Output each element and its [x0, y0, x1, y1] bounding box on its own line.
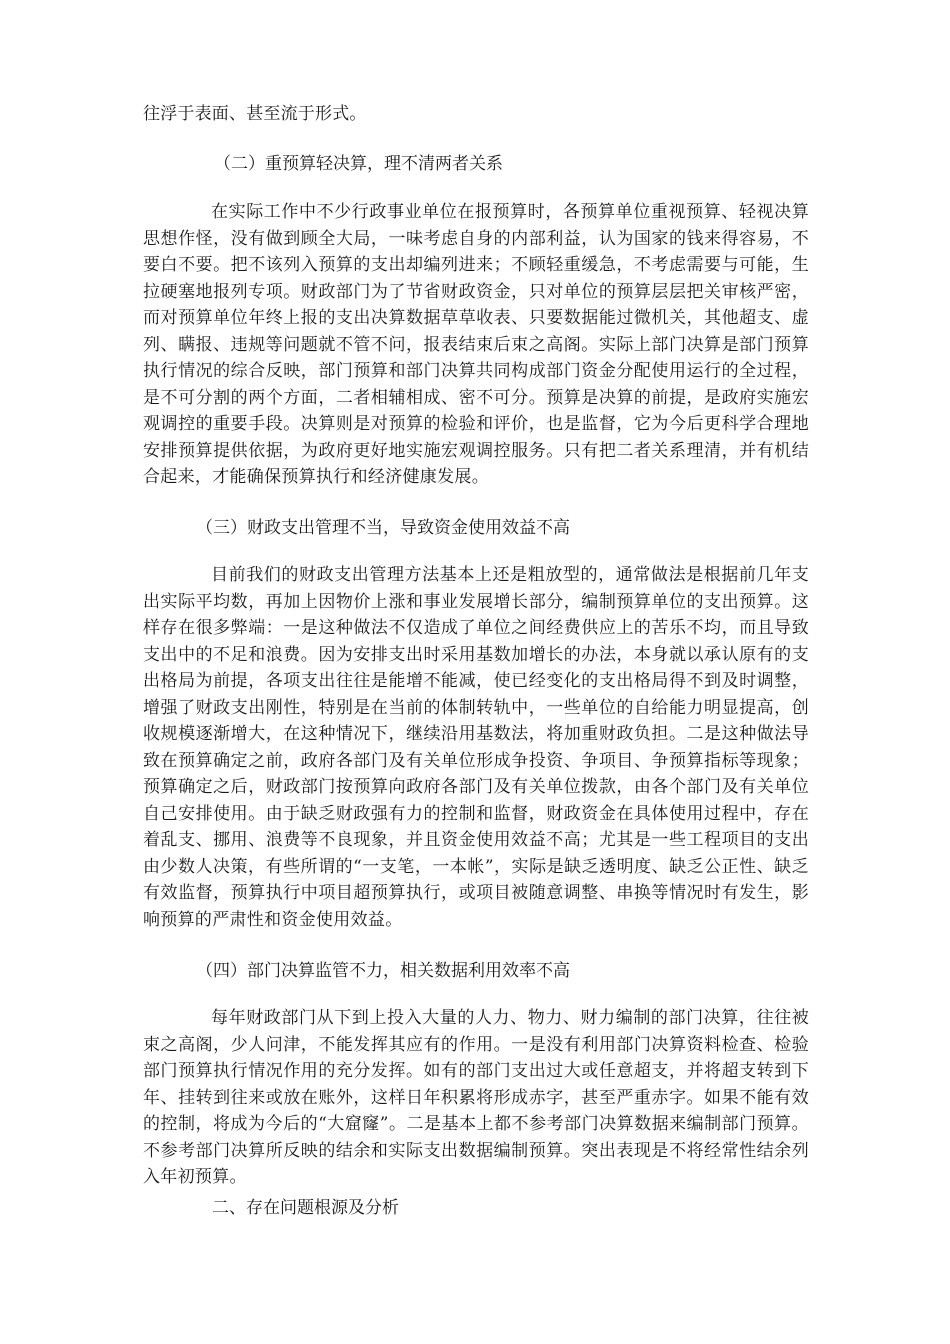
section-heading-4: （四）部门决算监管不力，相关数据利用效率不高 [196, 961, 570, 981]
section-heading-3: （三）财政支出管理不当，导致资金使用效益不高 [196, 518, 570, 538]
lead-line: 往浮于表面、甚至流于形式。 [143, 104, 367, 124]
section-paragraph-2: 在实际工作中不少行政事业单位在报预算时，各预算单位重视预算、轻视决算思想作怪，没有做到顾全大局，一味考虑自身的内部利益，认为国家的钱来得容易，不要白不要。把不该列入预算的支出却编列进来；不顾轻重缓急，不考虑需要与可能，生拉硬塞地报列专项。财政部门为了节省财政资金，只对单位的预算层层把关审核严密，而对预算单位年终上报的支出决算数据草草收表、只要数据能过微机关，其他超支、虚列、瞒报、违规等问题就不管不问，报表结束后束之高阁。实际上部门决算是部门预算执行情况的综合反映，部门预算和部门决算共同构成部门资金分配使用运行的全过程，是不可分割的两个方面，二者相辅相成、密不可分。预算是决算的前提，是政府实施宏观调控的重要手段。决算则是对预算的检验和评价，也是监督，它为今后更科学合理地安排预算提供依据，为政府更好地实施宏观调控服务。只有把二者关系理清，并有机结合起来，才能确保预算执行和经济健康发展。 [143, 202, 809, 487]
chapter-heading: 二、存在问题根源及分析 [212, 1198, 399, 1218]
section-paragraph-4: 每年财政部门从下到上投入大量的人力、物力、财力编制的部门决算，往往被束之高阁，少人问津，不能发挥其应有的作用。一是没有利用部门决算资料检查、检验部门预算执行情况作用的充分发挥。如有的部门支出过大或任意超支，并将超支转到下年、挂转到往来或放在账外，这样日年积累将形成赤字，甚至严重赤字。如果不能有效的控制，将成为今后的“大窟窿”。二是基本上都不参考部门决算数据来编制部门预算。不参考部门决算所反映的结余和实际支出数据编制预算。突出表现是不将经常性结余列入年初预算。 [143, 1008, 809, 1187]
section-paragraph-3: 目前我们的财政支出管理方法基本上还是粗放型的，通常做法是根据前几年支出实际平均数，再加上因物价上涨和事业发展增长部分，编制预算单位的支出预算。这样存在很多弊端：一是这种做法不仅造成了单位之间经费供应上的苦乐不均，而且导致支出中的不足和浪费。因为安排支出时采用基数加增长的办法，本身就以承认原有的支出格局为前提，各项支出往往是能增不能减，使已经变化的支出格局得不到及时调整，增强了财政支出刚性，特别是在当前的体制转轨中，一些单位的自给能力明显提高，创收规模逐渐增大，在这种情况下，继续沿用基数法，将加重财政负担。二是这种做法导致在预算确定之前，政府各部门及有关单位形成争投资、争项目、争预算指标等现象；预算确定之后，财政部门按预算向政府各部门及有关单位拨款，由各个部门及有关单位自己安排使用。由于缺乏财政强有力的控制和监督，财政资金在具体使用过程中，存在着乱支、挪用、浪费等不良现象，并且资金使用效益不高；尤其是一些工程项目的支出由少数人决策，有些所谓的“一支笔，一本帐”，实际是缺乏透明度、缺乏公正性、缺乏有效监督，预算执行中项目超预算执行，或项目被随意调整、串换等情况时有发生，影响预算的严肃性和资金使用效益。 [143, 565, 809, 930]
section-heading-2: （二）重预算轻决算，理不清两者关系 [214, 154, 503, 174]
